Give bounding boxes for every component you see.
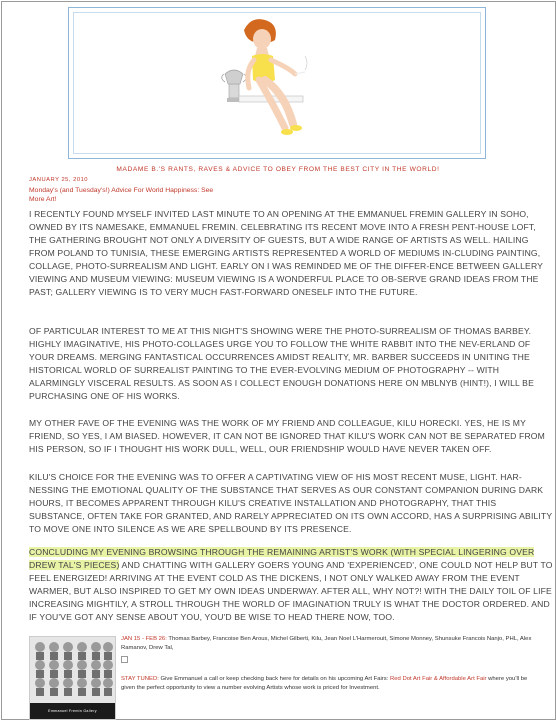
checkbox-icon[interactable] <box>121 656 128 663</box>
post-title-link[interactable] <box>29 186 279 204</box>
post-title[interactable]: Monday's (and Tuesday's!) Advice For World Happiness: See <box>29 187 214 194</box>
stay-tuned-text-1: Give Emmanuel a call or keep checking back here for details on his upcoming Art Fairs: <box>158 676 391 682</box>
post-paragraph-4: KILU'S CHOICE FOR THE EVENING WAS TO OFFER A CAPTIVATING VIEW OF HIS MOST RECENT MUSE, LIGHT. HAR-NESSING THE EMOTIONAL QUALITY OF THE SUBSTANCE THAT SERVES AS OUR CONSTANT COMPANION DURING DARK HOURS, IT BECOMES APPARENT THROUGH KILU'S CREATIVE INSTALLATION AND PHOTOGRAPHY, THAT THIS SUBSTANCE, OFTEN TAKE FOR GRANTED, AND RARELY APPRECIATED ON ITS OWN ACCORD, HAS A SURPRISING ABILITY TO MOVE ONE INTO SILENCE AS WE ARE SPELLBOUND BY ITS PRESENCE. <box>29 472 553 534</box>
thumbnail-caption: Emmanuel Fremin Gallery <box>30 703 115 719</box>
blog-header-banner[interactable] <box>68 7 486 159</box>
post-date: JANUARY 25, 2010 <box>29 177 89 183</box>
gallery-thumbnail[interactable] <box>29 636 116 720</box>
post-paragraph-3: MY OTHER FAVE OF THE EVENING WAS THE WORK OF MY FRIEND AND COLLEAGUE, KILU HORECKI. YES, HE IS MY FRIEND, SO YES, I AM BIASED. HOWEVER, IT CAN NOT BE IGNORED THAT KILU'S WORK CAN NOT BE SEPARATED FROM HIS PERSON, SO IF I THOUGHT HIS WORK DULL, WELL, OUR FRIENDSHIP WOULD HAVE NEVER TAKEN OFF. <box>29 418 545 454</box>
stay-tuned-label: STAY TUNED: <box>121 676 159 682</box>
art-fairs-link[interactable]: Red Dot Art Fair & Affordable Art Fair <box>390 676 487 682</box>
highlighted-text: CONCLUDING MY EVENING BROWSING THROUGH THE REMAINING ARTIST'S WORK (WITH SPECIAL LINGERING OVER DREW TAL'S PIECES) <box>29 547 535 570</box>
pinup-illustration <box>69 8 485 158</box>
post-paragraph-1: I RECENTLY FOUND MYSELF INVITED LAST MINUTE TO AN OPENING AT THE EMMANUEL FREMIN GALLERY IN SOHO, OWNED BY ITS NAMESAKE, EMMANUEL FREMIN. CELEBRATING ITS RECENT MOVE INTO A FRESH PENT-HOUSE LOFT, THE GATHERING BROUGHT NOT ONLY A DIVERSITY OF GUESTS, BUT A WIDE RANGE OF ARTISTS AS WELL. HAILING FROM POLAND TO TUNISIA, THESE EMERGING ARTISTS REPRESENTED A WORLD OF MEDIUMS IN-CLUDING PAINTING, COLLAGE, PHOTO-SURREALISM AND LIGHT. EARLY ON I WAS REMINDED ME OF THE DIFFER-ENCE BETWEEN GALLERY VIEWING AND MUSEUM VIEWING: MUSEUM VIEWING IS A WONDERFUL PLACE TO OB-SERVE GRAND IDEAS FROM THE PAST; GALLERY VIEWING IS TO VERY MUCH FAST-FORWARD ONESELF INTO THE FUTURE. <box>29 209 543 297</box>
post-paragraph-5 <box>29 546 553 624</box>
exhibit-info <box>121 635 541 667</box>
exhibit-dates: JAN 15 - FEB 26: <box>121 636 167 642</box>
exhibit-artists: Thomas Barbey, Francoise Ben Arous, Michel Gilberti, Kilu, Jean Noel L'Harmerouit, Simone Monney, Shunsuke Francois Nanjo, PHL, Alex Ramanov, Drew Tal, <box>121 636 532 652</box>
post-paragraph-2: OF PARTICULAR INTEREST TO ME AT THIS NIGHT'S SHOWING WERE THE PHOTO-SURREALISM OF THOMAS BARBEY. HIGHLY IMAGINATIVE, HIS PHOTO-COLLAGES URGE YOU TO FOLLOW THE WHITE RABBIT INTO THE NEV-ERLAND OF YOUR DREAMS. MERGING FANTASTICAL OCCURRENCES AMIDST REALITY, MR. BARBER SUCCEEDS IN UNITING THE HISTORICAL WORLD OF SURREALIST PAINTING TO THE EVER-EVOLVING MEDIUM OF PHOTOGRAPHY -- WITH ALARMINGLY VISCERAL RESULTS. AS SOON AS I COLLECT ENOUGH DONATIONS HERE ON MBLNYB (HINT!), I WILL BE PURCHASING ONE OF HIS WORKS. <box>29 326 534 401</box>
stay-tuned-block <box>121 675 541 694</box>
more-art-link[interactable]: More Art! <box>29 196 57 203</box>
stay-tuned-text-2: where you'll be given the perfect opportunity to view a number evolving Artists whose work is priced for Investment. <box>121 676 528 692</box>
gallery-photo-image <box>30 637 115 703</box>
paragraph-5-rest: AND CHATTING WITH GALLERY GOERS YOUNG AND 'EXPERIENCED', ONE COULD NOT HELP BUT TO FEEL ENERGIZED! ARRIVING AT THE EVENT COLD AS THE DICKENS, I NOT ONLY WALKED AWAY FROM THE EVENT WARMER, BUT ALSO INSPIRED TO GET MY OWN IDEAS UNDERWAY. AFTER ALL, WHY NOT?! WITH THE DAILY TOIL OF LIFE INCREASING MIGHTILY, A STROLL THROUGH THE WORLD OF IMAGINATION TRULY IS WHAT THE DOCTOR ORDERED. AND IF YOU'VE GOT ANY SENSE ABOUT YOU, YOU'D BE WISE TO HEAD THERE NOW, TOO. <box>29 560 553 622</box>
blog-tagline: MADAME B.'S RANTS, RAVES & ADVICE TO OBEY FROM THE BEST CITY IN THE WORLD! <box>116 166 440 173</box>
